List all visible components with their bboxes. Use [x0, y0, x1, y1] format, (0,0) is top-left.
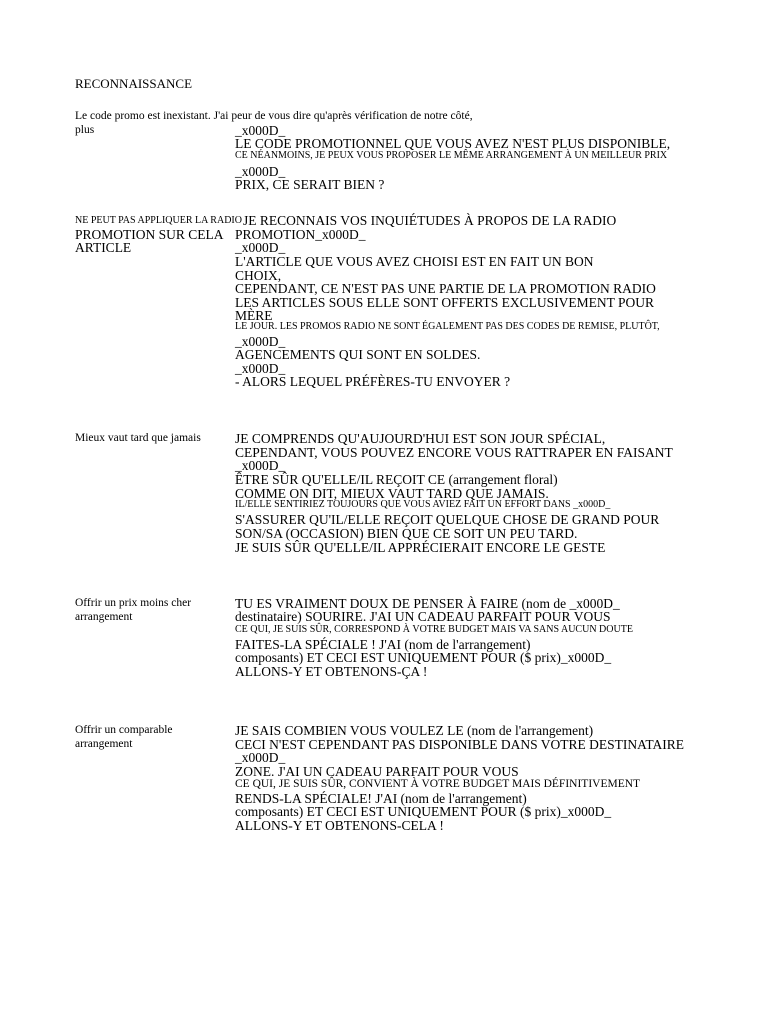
response-line: SON/SA (OCCASION) BIEN QUE CE SOIT UN PEU TARD. — [235, 526, 578, 541]
response-line: composants) ET CECI EST UNIQUEMENT POUR ($ prix)_x000D_ — [235, 804, 612, 819]
response-line: PROMOTION_x000D_ — [235, 227, 366, 242]
response-line: CEPENDANT, VOUS POUVEZ ENCORE VOUS RATTRAPER EN FAISANT — [235, 445, 673, 460]
response-line: destinataire) SOURIRE. J'AI UN CADEAU PARFAIT POUR VOUS — [235, 609, 611, 624]
response-line: ÊTRE SÛR QU'ELLE/IL REÇOIT CE (arrangement floral) — [235, 472, 558, 487]
response-line: AGENCEMENTS QUI SONT EN SOLDES. — [235, 347, 481, 362]
response-line: ZONE. J'AI UN CADEAU PARFAIT POUR VOUS — [235, 764, 519, 779]
response-line: _x000D_ — [235, 240, 286, 255]
response-line: COMME ON DIT, MIEUX VAUT TARD QUE JAMAIS. — [235, 486, 549, 501]
response-line: CHOIX, — [235, 268, 282, 283]
response-line: _x000D_ — [235, 361, 286, 376]
section-label: ARTICLE — [75, 240, 132, 255]
section-label: Mieux vaut tard que jamais — [75, 432, 201, 444]
response-line: JE COMPRENDS QU'AUJOURD'HUI EST SON JOUR SPÉCIAL, — [235, 431, 606, 446]
response-line: _x000D_ — [235, 334, 286, 349]
intro-text: Le code promo est inexistant. J'ai peur de vous dire qu'après vérification de notre côté, — [75, 110, 473, 122]
response-line: - ALORS LEQUEL PRÉFÈRES-TU ENVOYER ? — [235, 374, 511, 389]
response-line: _x000D_ — [235, 750, 286, 765]
response-line: JE RECONNAIS VOS INQUIÉTUDES À PROPOS DE LA RADIO — [243, 213, 617, 228]
document-title: RECONNAISSANCE — [75, 76, 193, 91]
section-label: plus — [75, 124, 95, 136]
response-line: CEPENDANT, CE N'EST PAS UNE PARTIE DE LA PROMOTION RADIO — [235, 281, 656, 296]
section-label: Offrir un prix moins cher — [75, 597, 192, 609]
response-line: S'ASSURER QU'IL/ELLE REÇOIT QUELQUE CHOSE DE GRAND POUR — [235, 512, 660, 527]
section-label: arrangement — [75, 611, 133, 623]
response-line: _x000D_ — [235, 123, 286, 138]
response-line: PRIX, CE SERAIT BIEN ? — [235, 177, 385, 192]
response-line: CE QUI, JE SUIS SÛR, CORRESPOND À VOTRE BUDGET MAIS VA SANS AUCUN DOUTE — [235, 624, 633, 635]
response-line: L'ARTICLE QUE VOUS AVEZ CHOISI EST EN FAIT UN BON — [235, 254, 594, 269]
response-line: composants) ET CECI EST UNIQUEMENT POUR ($ prix)_x000D_ — [235, 650, 612, 665]
response-line: ALLONS-Y ET OBTENONS-CELA ! — [235, 818, 444, 833]
response-line: MÈRE — [235, 308, 273, 323]
section-label: arrangement — [75, 738, 133, 750]
response-line: _x000D_ — [235, 164, 286, 179]
section-label: Offrir un comparable — [75, 724, 173, 736]
response-line: LE CODE PROMOTIONNEL QUE VOUS AVEZ N'EST PLUS DISPONIBLE, — [235, 136, 671, 151]
response-line: CE QUI, JE SUIS SÛR, CONVIENT À VOTRE BUDGET MAIS DÉFINITIVEMENT — [235, 778, 641, 790]
response-line: FAITES-LA SPÉCIALE ! J'AI (nom de l'arrangement) — [235, 637, 531, 652]
response-line: ALLONS-Y ET OBTENONS-ÇA ! — [235, 664, 428, 679]
response-line: LE JOUR. LES PROMOS RADIO NE SONT ÉGALEMENT PAS DES CODES DE REMISE, PLUTÔT, — [235, 321, 660, 332]
response-line: CECI N'EST CEPENDANT PAS DISPONIBLE DANS VOTRE DESTINATAIRE — [235, 737, 685, 752]
response-line: _x000D_ — [235, 458, 286, 473]
response-line: LES ARTICLES SOUS ELLE SONT OFFERTS EXCLUSIVEMENT POUR — [235, 295, 655, 310]
response-line: TU ES VRAIMENT DOUX DE PENSER À FAIRE (nom de _x000D_ — [235, 596, 620, 611]
response-line: IL/ELLE SENTIRIEZ TOUJOURS QUE VOUS AVIEZ FAIT UN EFFORT DANS _x000D_ — [235, 499, 611, 510]
section-label: NE PEUT PAS APPLIQUER LA RADIO — [75, 215, 242, 226]
response-line: CE NÉANMOINS, JE PEUX VOUS PROPOSER LE MÊME ARRANGEMENT À UN MEILLEUR PRIX — [235, 150, 668, 161]
response-line: JE SAIS COMBIEN VOUS VOULEZ LE (nom de l'arrangement) — [235, 723, 594, 738]
section-label: PROMOTION SUR CELA — [75, 227, 224, 242]
response-line: RENDS-LA SPÉCIALE! J'AI (nom de l'arrangement) — [235, 791, 527, 806]
response-line: JE SUIS SÛR QU'ELLE/IL APPRÉCIERAIT ENCORE LE GESTE — [235, 540, 606, 555]
